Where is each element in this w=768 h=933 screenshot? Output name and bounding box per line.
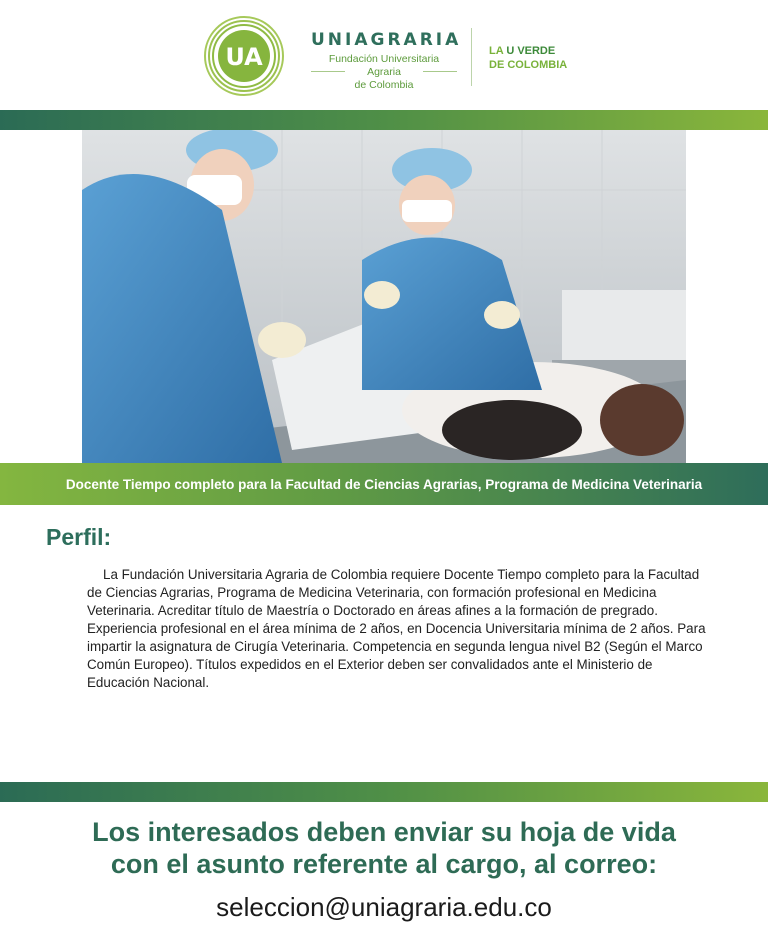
cta-line2: con el asunto referente al cargo, al correo: xyxy=(110,849,658,879)
brand-name: UNIAGRARIA xyxy=(311,30,462,50)
brand-rule-right xyxy=(423,71,457,72)
veterinary-surgery-photo xyxy=(82,130,686,463)
job-title: Docente Tiempo completo para la Facultad de Ciencias Agrarias, Programa de Medicina Veterinaria xyxy=(65,476,703,492)
perfil-body xyxy=(87,566,715,692)
brand-rule-left xyxy=(311,71,345,72)
brand-block xyxy=(311,30,461,92)
brand-sub-line2: de Colombia xyxy=(354,79,414,91)
brand-subtitle xyxy=(311,53,457,92)
perfil-heading: Perfil: xyxy=(46,524,112,550)
slogan-strong: U VERDE xyxy=(506,45,556,57)
job-title-bar xyxy=(0,463,768,505)
bottom-green-band xyxy=(0,782,768,802)
logo-text: UA xyxy=(225,43,263,71)
cta-line1: Los interesados deben enviar su hoja de vida xyxy=(92,817,676,847)
slogan xyxy=(489,44,567,72)
call-to-action xyxy=(0,816,768,880)
perfil-body-text: La Fundación Universitaria Agraria de Colombia requiere Docente Tiempo completo para la Facultad de Ciencias Agrarias, Programa de Medicina Veterinaria, con formación profesional en Medicina Veterinaria. Acreditar título de Maestría o Doctorado en áreas afines a la formación de pregrado. Experiencia profesional en el área mínima de 2 años, en Docencia Universitaria mínima de 2 años. Para impartir la asignatura de Cirugía Veterinaria. Competencia en segunda lengua nivel B2 (Según el Marco Común Europeo). Títulos expedidos en el Exterior deben ser convalidados ante el Ministerio de Educación Nacional. xyxy=(87,567,706,690)
header-divider xyxy=(471,28,472,86)
slogan-prefix: LA xyxy=(489,45,507,57)
brand-sub-line1: Fundación Universitaria Agraria xyxy=(328,53,440,78)
slogan-line2: DE COLOMBIA xyxy=(489,59,568,71)
uniagraria-logo xyxy=(203,15,285,97)
header xyxy=(0,0,768,110)
top-green-band xyxy=(0,110,768,130)
contact-email[interactable]: seleccion@uniagraria.edu.co xyxy=(216,892,552,922)
